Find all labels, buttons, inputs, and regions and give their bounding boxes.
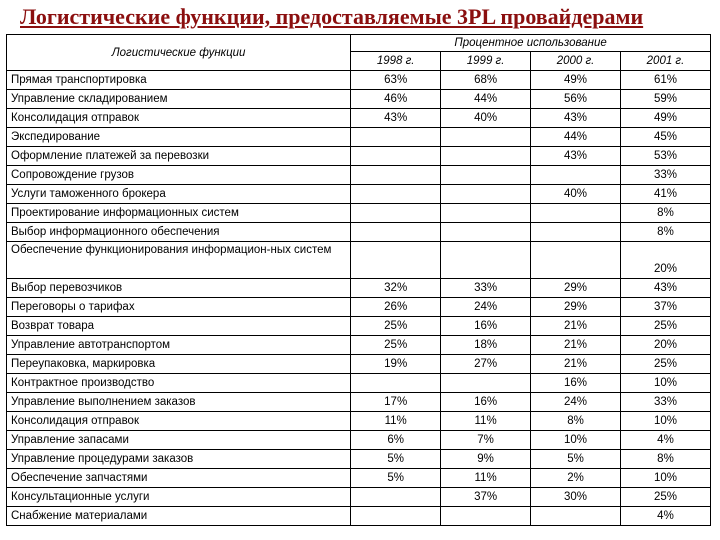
percentage-cell: 5% bbox=[351, 450, 441, 469]
percentage-cell: 25% bbox=[620, 355, 710, 374]
percentage-cell bbox=[351, 223, 441, 242]
percentage-cell: 41% bbox=[620, 185, 710, 204]
table-row bbox=[7, 128, 711, 147]
percentage-cell: 16% bbox=[531, 374, 621, 393]
percentage-cell: 4% bbox=[620, 507, 710, 526]
function-name-cell: Переговоры о тарифах bbox=[7, 298, 351, 317]
table-row bbox=[7, 71, 711, 90]
function-name-cell: Сопровождение грузов bbox=[7, 166, 351, 185]
percentage-cell: 8% bbox=[620, 204, 710, 223]
table-row bbox=[7, 242, 711, 279]
percentage-cell: 40% bbox=[531, 185, 621, 204]
percentage-cell: 68% bbox=[441, 71, 531, 90]
table-row bbox=[7, 147, 711, 166]
percentage-cell: 8% bbox=[620, 450, 710, 469]
percentage-cell: 26% bbox=[351, 298, 441, 317]
function-name-cell: Контрактное производство bbox=[7, 374, 351, 393]
table-row bbox=[7, 393, 711, 412]
percentage-cell bbox=[531, 166, 621, 185]
table-row bbox=[7, 204, 711, 223]
table-row bbox=[7, 507, 711, 526]
function-name-cell: Управление процедурами заказов bbox=[7, 450, 351, 469]
percentage-cell: 56% bbox=[531, 90, 621, 109]
function-name-cell: Прямая транспортировка bbox=[7, 71, 351, 90]
page-title: Логистические функции, предоставляемые 3PL провайдерами bbox=[20, 4, 644, 29]
percentage-cell: 44% bbox=[531, 128, 621, 147]
function-name-cell: Выбор информационного обеспечения bbox=[7, 223, 351, 242]
table-row bbox=[7, 90, 711, 109]
year-header: 1999 г. bbox=[441, 52, 531, 71]
percentage-cell: 10% bbox=[620, 412, 710, 431]
percentage-cell bbox=[531, 507, 621, 526]
function-name-cell: Управление складированием bbox=[7, 90, 351, 109]
percentage-cell: 7% bbox=[441, 431, 531, 450]
percentage-cell: 16% bbox=[441, 393, 531, 412]
percentage-cell: 5% bbox=[531, 450, 621, 469]
percentage-cell: 43% bbox=[351, 109, 441, 128]
percentage-cell bbox=[531, 242, 621, 279]
percentage-cell: 5% bbox=[351, 469, 441, 488]
percentage-cell: 43% bbox=[620, 279, 710, 298]
function-name-cell: Оформление платежей за перевозки bbox=[7, 147, 351, 166]
percentage-cell bbox=[351, 204, 441, 223]
percentage-cell: 25% bbox=[620, 488, 710, 507]
percentage-cell: 20% bbox=[620, 242, 710, 279]
function-name-cell: Экспедирование bbox=[7, 128, 351, 147]
percentage-cell: 8% bbox=[620, 223, 710, 242]
percentage-cell: 29% bbox=[531, 298, 621, 317]
percentage-cell: 59% bbox=[620, 90, 710, 109]
function-name-cell: Управление запасами bbox=[7, 431, 351, 450]
function-name-cell: Обеспечение функционирования информацион-ных систем bbox=[7, 242, 351, 279]
function-name-cell: Консолидация отправок bbox=[7, 109, 351, 128]
function-name-cell: Управление автотранспортом bbox=[7, 336, 351, 355]
percentage-cell: 63% bbox=[351, 71, 441, 90]
percentage-cell: 25% bbox=[351, 336, 441, 355]
percentage-cell: 61% bbox=[620, 71, 710, 90]
percentage-cell: 6% bbox=[351, 431, 441, 450]
table-row bbox=[7, 109, 711, 128]
percentage-cell: 49% bbox=[620, 109, 710, 128]
percentage-cell: 9% bbox=[441, 450, 531, 469]
percentage-cell bbox=[351, 147, 441, 166]
table-row bbox=[7, 166, 711, 185]
percentage-cell bbox=[441, 507, 531, 526]
percentage-cell: 25% bbox=[351, 317, 441, 336]
percentage-cell: 33% bbox=[441, 279, 531, 298]
function-name-cell: Услуги таможенного брокера bbox=[7, 185, 351, 204]
function-name-cell: Управление выполнением заказов bbox=[7, 393, 351, 412]
function-name-cell: Проектирование информационных систем bbox=[7, 204, 351, 223]
percentage-cell: 30% bbox=[531, 488, 621, 507]
percentage-cell: 16% bbox=[441, 317, 531, 336]
percentage-cell: 2% bbox=[531, 469, 621, 488]
percentage-cell: 49% bbox=[531, 71, 621, 90]
table-row bbox=[7, 279, 711, 298]
percentage-cell: 11% bbox=[441, 412, 531, 431]
function-name-cell: Консультационные услуги bbox=[7, 488, 351, 507]
percentage-cell: 21% bbox=[531, 336, 621, 355]
percentage-cell: 24% bbox=[531, 393, 621, 412]
percentage-cell: 10% bbox=[531, 431, 621, 450]
percentage-cell: 43% bbox=[531, 147, 621, 166]
table-row bbox=[7, 431, 711, 450]
percentage-cell: 46% bbox=[351, 90, 441, 109]
percentage-cell bbox=[441, 374, 531, 393]
percentage-cell: 11% bbox=[351, 412, 441, 431]
table-row bbox=[7, 412, 711, 431]
percentage-cell: 43% bbox=[531, 109, 621, 128]
share-column-header: Процентное использование bbox=[351, 35, 711, 52]
percentage-cell: 37% bbox=[441, 488, 531, 507]
function-name-cell: Снабжение материалами bbox=[7, 507, 351, 526]
function-column-header: Логистические функции bbox=[7, 35, 351, 71]
percentage-cell: 40% bbox=[441, 109, 531, 128]
function-name-cell: Обеспечение запчастями bbox=[7, 469, 351, 488]
year-header: 1998 г. bbox=[351, 52, 441, 71]
percentage-cell: 33% bbox=[620, 166, 710, 185]
percentage-cell: 8% bbox=[531, 412, 621, 431]
percentage-cell: 11% bbox=[441, 469, 531, 488]
percentage-cell: 21% bbox=[531, 317, 621, 336]
function-name-cell: Переупаковка, маркировка bbox=[7, 355, 351, 374]
percentage-cell: 37% bbox=[620, 298, 710, 317]
table-row bbox=[7, 374, 711, 393]
table-row bbox=[7, 317, 711, 336]
percentage-cell bbox=[351, 488, 441, 507]
table-row bbox=[7, 488, 711, 507]
table-row bbox=[7, 298, 711, 317]
percentage-cell bbox=[441, 223, 531, 242]
table-row bbox=[7, 223, 711, 242]
table-row bbox=[7, 185, 711, 204]
logistics-functions-table bbox=[6, 34, 711, 526]
table-row bbox=[7, 450, 711, 469]
percentage-cell bbox=[441, 185, 531, 204]
percentage-cell: 33% bbox=[620, 393, 710, 412]
percentage-cell bbox=[351, 374, 441, 393]
percentage-cell: 45% bbox=[620, 128, 710, 147]
percentage-cell: 20% bbox=[620, 336, 710, 355]
percentage-cell: 24% bbox=[441, 298, 531, 317]
percentage-cell bbox=[441, 128, 531, 147]
percentage-cell bbox=[351, 128, 441, 147]
percentage-cell: 18% bbox=[441, 336, 531, 355]
percentage-cell: 44% bbox=[441, 90, 531, 109]
table-row bbox=[7, 355, 711, 374]
percentage-cell: 32% bbox=[351, 279, 441, 298]
percentage-cell bbox=[351, 185, 441, 204]
table-row bbox=[7, 469, 711, 488]
percentage-cell bbox=[351, 166, 441, 185]
function-name-cell: Возврат товара bbox=[7, 317, 351, 336]
percentage-cell: 4% bbox=[620, 431, 710, 450]
percentage-cell bbox=[351, 507, 441, 526]
percentage-cell bbox=[441, 166, 531, 185]
year-header: 2001 г. bbox=[620, 52, 710, 71]
percentage-cell: 21% bbox=[531, 355, 621, 374]
table-row bbox=[7, 336, 711, 355]
percentage-cell: 19% bbox=[351, 355, 441, 374]
percentage-cell: 10% bbox=[620, 374, 710, 393]
percentage-cell bbox=[531, 223, 621, 242]
percentage-cell bbox=[441, 147, 531, 166]
function-name-cell: Выбор перевозчиков bbox=[7, 279, 351, 298]
percentage-cell: 27% bbox=[441, 355, 531, 374]
year-header: 2000 г. bbox=[531, 52, 621, 71]
percentage-cell: 17% bbox=[351, 393, 441, 412]
function-name-cell: Консолидация отправок bbox=[7, 412, 351, 431]
percentage-cell: 53% bbox=[620, 147, 710, 166]
percentage-cell bbox=[441, 242, 531, 279]
percentage-cell bbox=[351, 242, 441, 279]
percentage-cell: 10% bbox=[620, 469, 710, 488]
percentage-cell: 29% bbox=[531, 279, 621, 298]
percentage-cell bbox=[441, 204, 531, 223]
percentage-cell: 25% bbox=[620, 317, 710, 336]
percentage-cell bbox=[531, 204, 621, 223]
